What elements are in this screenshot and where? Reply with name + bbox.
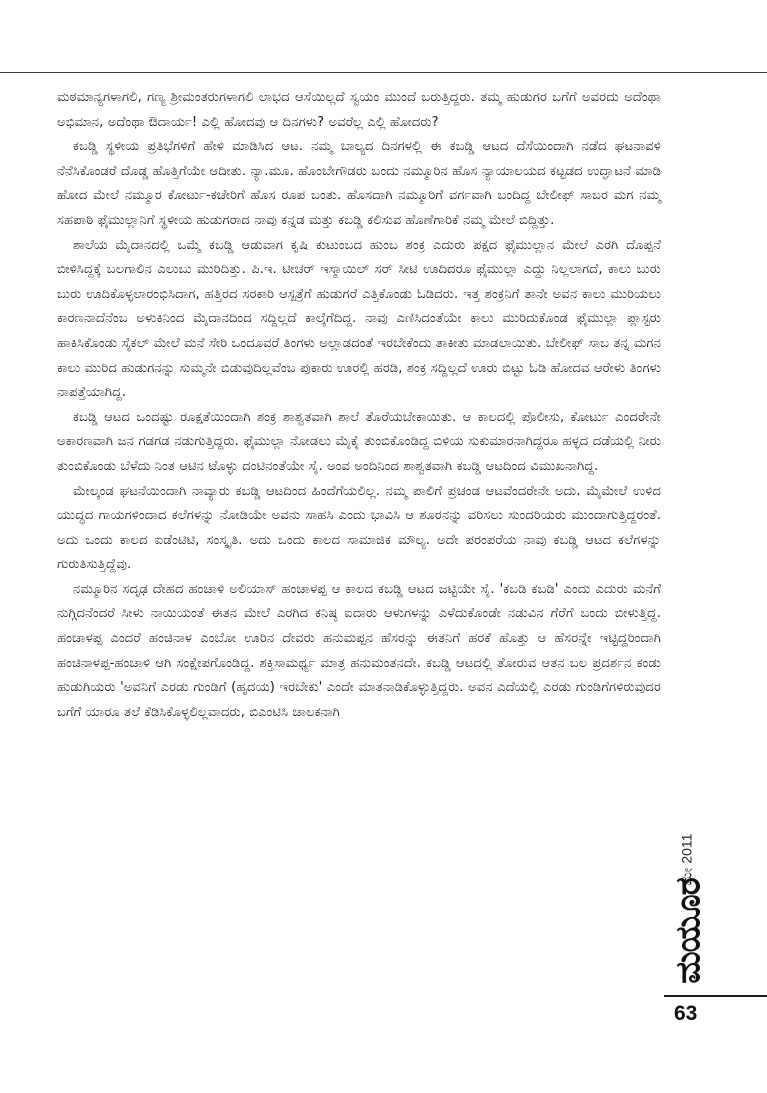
magazine-logo <box>669 878 709 984</box>
paragraph-3: ಶಾಲೆಯ ಮೈದಾನದಲ್ಲಿ ಒಮ್ಮೆ ಕಬಡ್ಡಿ ಆಡುವಾಗ ಕೃಷಿ ಕುಟುಂಬದ ಹುಂಬ ಶಂಕ್ರ ಎದುರು ಪಕ್ಷದ ಫೈಮುಲ್ಲಾನ ಮೇಲೆ ಎರಗಿ ದೊಪ್ಪನೆ ಬೀಳಿಸಿದ್ದಕ್ಕೆ ಬಲಗಾಲಿನ ಎಲುಬು ಮುರಿದಿತ್ತು. ಪಿ.ಇ. ಟೀಚರ್ ಇಸ್ಮಾಯಿಲ್ ಸರ್ ಸೀಟಿ ಊದಿದರೂ ಫೈಮುಲ್ಲಾ ಎದ್ದು ನಿಲ್ಲಲಾಗದೆ, ಕಾಲು ಬುರು ಬುರು ಊದಿಕೊಳ್ಳಲಾರಂಭಿಸಿದಾಗ, ಹತ್ತಿರದ ಸರಕಾರಿ ಆಸ್ಪತ್ರೆಗೆ ಹುಡುಗರೆ ಎತ್ತಿಕೊಂಡು ಓಡಿದರು. ಇತ್ತ ಶಂಕ್ರನಿಗೆ ತಾನೇ ಅವನ ಕಾಲು ಮುರಿಯಲು ಕಾರಣನಾದೆನೆಂಬ ಅಳುಕಿನಿಂದ ಮೈದಾನದಿಂದ ಸದ್ದಿಲ್ಲದೆ ಕಾಲ್ಕೆಗೆದಿದ್ದ. ನಾವು ಎಣಿಸಿದಂತೆಯೇ ಕಾಲು ಮುರಿದುಕೊಂಡ ಫೈಮುಲ್ಲಾ ಪ್ಲಾಸ್ಟರು ಹಾಕಿಸಿಕೊಂಡು ಸೈಕಲ್ ಮೇಲೆ ಮನೆ ಸೇರಿ ಒಂದೂವರೆ ತಿಂಗಳು ಅಲ್ಲಾಡದಂತೆ ಇರಬೇಕೆಂದು ತಾಕೀತು ಮಾಡಲಾಯಿತು. ಬೇಲೀಫ್ ಸಾಬ ತನ್ನ ಮಗನ ಕಾಲು ಮುರಿದ ಹುಡುಗನನ್ನು ಸುಮ್ಮನೇ ಬಿಡುವುದಿಲ್ಲವೆಂಬ ಪುಕಾರು ಊರಲ್ಲಿ ಹರಡಿ, ಶಂಕ್ರ ಸದ್ದಿಲ್ಲದೆ ಊರು ಬಿಟ್ಟು ಓಡಿ ಹೋದವ ಆರೇಳು ತಿಂಗಳು ನಾಪತ್ತೆಯಾಗಿದ್ದ. <box>57 237 661 401</box>
page-number: 63 <box>674 1002 698 1025</box>
footer-rule <box>664 995 767 997</box>
article-body <box>57 86 661 725</box>
paragraph-1: ಮಠಮಾನ್ಯಗಳಾಗಲಿ, ಗಣ್ಯ ಶ್ರೀಮಂತರುಗಳಾಗಲಿ ಲಾಭದ ಆಸೆಯಿಲ್ಲದೆ ಸ್ವಯಂ ಮುಂದೆ ಬರುತ್ತಿದ್ದರು. ತಮ್ಮ ಹುಡುಗರ ಬಗೆಗೆ ಅವರದು ಅದೆಂಥಾ ಅಭಿಮಾನ, ಅದೆಂಥಾ ಔದಾರ್ಯ! ಎಲ್ಲಿ ಹೋದವು ಆ ದಿನಗಳು? ಅವರೆಲ್ಲ ಎಲ್ಲಿ ಹೋದರು? <box>57 90 661 130</box>
paragraph-2: ಕಬಡ್ಡಿ ಸ್ಥಳೀಯ ಪ್ರತಿಭೆಗಳಿಗೆ ಹೇಳಿ ಮಾಡಿಸಿದ ಆಟ. ನಮ್ಮ ಬಾಲ್ಯದ ದಿನಗಳಲ್ಲಿ ಈ ಕಬಡ್ಡಿ ಆಟದ ದೆಸೆಯಿಂದಾಗಿ ನಡೆದ ಘಟನಾವಳಿ ನೆನೆಸಿಕೊಂಡರೆ ದೊಡ್ಡ ಹೊತ್ತಿಗೆಯೇ ಆದೀತು. ನ್ಯಾ.ಮೂ. ಹೊಂಬೇಗೌಡರು ಬಂದು ನಮ್ಮೂರಿನ ಹೊಸ ನ್ಯಾಯಾಲಯದ ಕಟ್ಟಡದ ಉದ್ಘಾಟನೆ ಮಾಡಿ ಹೋದ ಮೇಲೆ ನಮ್ಮೂರ ಕೋರ್ಟು-ಕಚೇರಿಗೆ ಹೊಸ ರೂಪ ಬಂತು. ಹೊಸದಾಗಿ ನಮ್ಮೂರಿಗೆ ವರ್ಗವಾಗಿ ಬಂದಿದ್ದ ಬೇಲೀಫ್ ಸಾಬರ ಮಗ ನಮ್ಮ ಸಹಪಾಠಿ ಫೈಮುಲ್ಲಾನಿಗೆ ಸ್ಥಳೀಯ ಹುಡುಗರಾದ ನಾವು ಕನ್ನಡ ಮತ್ತು ಕಬಡ್ಡಿ ಕಲಿಸುವ ಹೊಣೆಗಾರಿಕೆ ನಮ್ಮ ಮೇಲೆ ಬಿದ್ದಿತ್ತು. <box>57 139 661 228</box>
magazine-sidebar <box>668 828 712 984</box>
magazine-name: ಮಯೂರ <box>669 878 709 984</box>
paragraph-6: ನಮ್ಮೂರಿನ ಸದೃಢ ದೇಹದ ಹಂಚಾಳಿ ಅಲಿಯಾಸ್ ಹಂಚಾಳಪ್ಪ ಆ ಕಾಲದ ಕಬಡ್ಡಿ ಆಟದ ಜಟ್ಟಿಯೇ ಸೈ. 'ಕಬಡಿ ಕಬಡಿ' ಎಂದು ಎದುರು ಮನೆಗೆ ನುಗ್ಗಿದನೆಂದರೆ ಸೀಳು ನಾಯಿಯಂತೆ ಈತನ ಮೇಲೆ ಎರಗಿದ ಕನಿಷ್ಠ ಐದಾರು ಆಳುಗಳನ್ನು ಎಳೆದುಕೊಂಡೇ ನಡುವಿನ ಗೆರೆಗೆ ಬಂದು ಬೀಳುತ್ತಿದ್ದ. ಹಂಚಾಳಪ್ಪ ಎಂದರೆ ಹಂಚಿನಾಳ ಎಂಬೋ ಊರಿನ ದೇವರು ಹನುಮಪ್ಪನ ಹೆಸರನ್ನು ಈತನಿಗೆ ಹರಕೆ ಹೊತ್ತು ಆ ಹೆಸರನ್ನೇ ಇಟ್ಟಿದ್ದರಿಂದಾಗಿ ಹಂಚಿನಾಳಪ್ಪ-ಹಂಚಾಳಿ ಆಗಿ ಸಂಕ್ಷೇಪಗೊಂಡಿದ್ದ. ಶಕ್ತಿಸಾಮರ್ಥ್ಯ ಮಾತ್ರ ಹನುಮಂತನದೇ. ಕಬಡ್ಡಿ ಆಟದಲ್ಲಿ ತೋರುವ ಆತನ ಬಲ ಪ್ರದರ್ಶನ ಕಂಡು ಹುಡುಗಿಯರು 'ಅವನಿಗೆ ಎರಡು ಗುಂಡಿಗೆ (ಹೃದಯ) ಇರಬೇಕು' ಎಂದೇ ಮಾತನಾಡಿಕೊಳ್ಳುತ್ತಿದ್ದರು. ಅವನ ಎದೆಯಲ್ಲಿ ಎರಡು ಗುಂಡಿಗೆಗಳಿರುವುದರ ಬಗೆಗೆ ಯಾರೂ ತಲೆ ಕೆಡಿಸಿಕೊಳ್ಳಲಿಲ್ಲವಾದರು, ಬಿಎಂಟಿಸಿ ಚಾಲಕನಾಗಿ <box>57 581 661 720</box>
header-rule <box>0 72 767 73</box>
paragraph-5: ಮೇಲ್ಕಂಡ ಘಟನೆಯಿಂದಾಗಿ ನಾವ್ಯಾರು ಕಬಡ್ಡಿ ಆಟದಿಂದ ಹಿಂದೆಗೆಯಲಿಲ್ಲ. ನಮ್ಮ ಪಾಲಿಗೆ ಪ್ರಚಂಡ ಆಟವೆಂದರೇನೇ ಅದು. ಮೈಮೇಲೆ ಉಳಿದ ಯುದ್ಧದ ಗಾಯಗಳಿಂದಾದ ಕಲೆಗಳನ್ನು ನೋಡಿಯೇ ಅವನು ಸಾಹಸಿ ಎಂದು ಭಾವಿಸಿ ಆ ಶೂರನನ್ನು ವರಿಸಲು ಸುಂದರಿಯರು ಮುಂದಾಗುತ್ತಿದ್ದರಂತೆ. ಅದು ಒಂದು ಕಾಲದ ಐಡೆಂಟಿಟಿ, ಸಂಸ್ಕೃತಿ. ಅದು ಒಂದು ಕಾಲದ ಸಾಮಾಜಿಕ ಮೌಲ್ಯ. ಅದೇ ಪರಂಪರೆಯ ನಾವು ಕಬಡ್ಡಿ ಆಟದ ಕಲೆಗಳನ್ನು ಗುರುತಿಸುತ್ತಿದ್ದೆವು. <box>57 483 661 573</box>
paragraph-4: ಕಬಡ್ಡಿ ಆಟದ ಒಂದಷ್ಟು ರೂಕ್ಷತೆಯಿಂದಾಗಿ ಶಂಕ್ರ ಶಾಶ್ವತವಾಗಿ ಶಾಲೆ ತೊರೆಯಬೇಕಾಯಿತು. ಆ ಕಾಲದಲ್ಲಿ ಪೊಲೀಸು, ಕೋರ್ಟು ಎಂದರೇನೇ ಅಕಾರಣವಾಗಿ ಜನ ಗಡಗಡ ನಡುಗುತ್ತಿದ್ದರು. ಫೈಮುಲ್ಲಾ ನೋಡಲು ಮೈಕೈ ತುಂಬಿಕೊಂಡಿದ್ದ ಬಿಳಿಯ ಸುಕುಮಾರನಾಗಿದ್ದರೂ ಹಳ್ಳದ ದಡೆಯಲ್ಲಿ ನೀರು ತುಂಬಿಕೊಂಡು ಬೆಳೆದು ನಿಂತ ಆಟಿನ ಟೊಳ್ಳು ದಂಟಿನಂತೆಯೇ ಸೈ. ಅಂವ ಅಂದಿನಿಂದ ಶಾಶ್ವತವಾಗಿ ಕಬಡ್ಡಿ ಆಟದಿಂದ ವಿಮುಖನಾಗಿದ್ದ. <box>57 409 661 474</box>
issue-date: ಮೇ 2011 <box>678 833 695 885</box>
